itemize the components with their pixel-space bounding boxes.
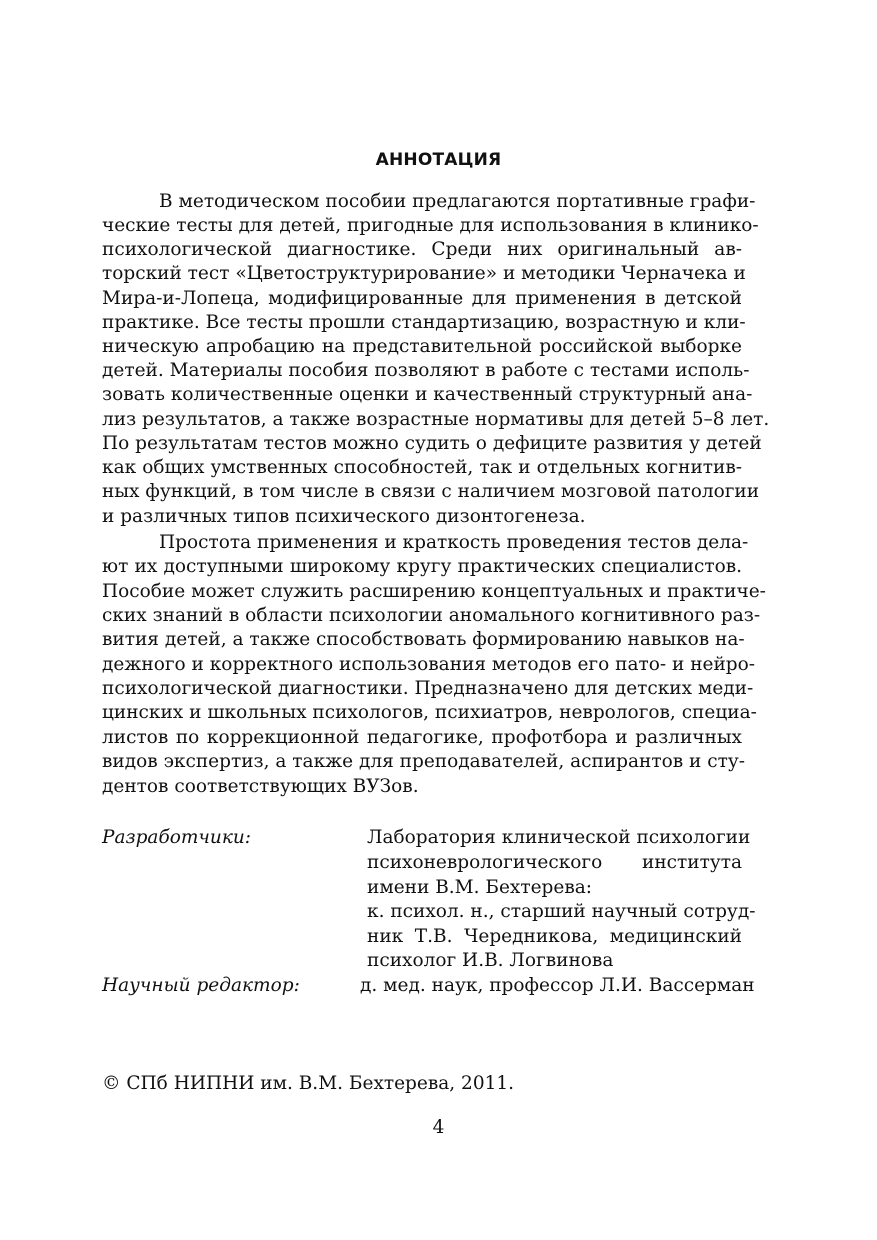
- paragraph-1-line: ных функций, в том числе в связи с наличием мозговой патологии: [102, 481, 760, 502]
- paragraph-2-line: дентов соответствующих ВУЗов.: [102, 776, 419, 797]
- paragraph-1-line: лиз результатов, а также возрастные нормативы для детей 5–8 лет.: [102, 409, 770, 430]
- paragraph-2-line: дежного и корректного использования методов его пато- и нейро-: [102, 654, 756, 675]
- paragraph-1-line: торский тест «Цветоструктурирование» и методики Черначека и: [102, 263, 746, 284]
- paragraph-2-line: психологической диагностики. Предназначено для детских меди-: [102, 678, 754, 699]
- paragraph-1-line: По результатам тестов можно судить о дефиците развития у детей: [102, 433, 762, 454]
- paragraph-2-line: видов экспертиз, а также для преподавателей, аспирантов и сту-: [102, 751, 745, 772]
- editor-label: Научный редактор:: [102, 975, 300, 996]
- editor-value: д. мед. наук, профессор Л.И. Вассерман: [360, 975, 755, 996]
- paragraph-1-line: практике. Все тесты прошли стандартизацию, возрастную и кли-: [102, 312, 746, 333]
- paragraph-2-line: вития детей, а также способствовать формированию навыков на-: [102, 629, 745, 650]
- paragraph-1-line: детей. Материалы пособия позволяют в работе с тестами исполь-: [102, 360, 750, 381]
- paragraph-1-line: и различных типов психического дизонтогенеза.: [102, 506, 586, 527]
- paragraph-1-line: В методическом пособии предлагаются портативные графи-: [159, 191, 756, 212]
- developers-line: к. психол. н., старший научный сотруд-: [367, 901, 756, 922]
- paragraph-1-line: ческие тесты для детей, пригодные для использования в клинико-: [102, 215, 759, 236]
- paragraph-1-line: как общих умственных способностей, так и отдельных когнитив-: [102, 457, 742, 478]
- developers-label: Разработчики:: [102, 827, 252, 848]
- paragraph-1-line: Мира-и-Лопеца, модифицированные для применения в детской: [102, 288, 742, 309]
- paragraph-2-line: ют их доступными широкому кругу практических специалистов.: [102, 556, 742, 577]
- paragraph-2-line: листов по коррекционной педагогике, профотбора и различных: [102, 727, 742, 748]
- paragraph-1-line: зовать количественные оценки и качественный структурный ана-: [102, 384, 753, 405]
- page-number: 4: [432, 1117, 445, 1138]
- paragraph-2-line: Пособие может служить расширению концептуальных и практиче-: [102, 581, 766, 602]
- paragraph-2-line: цинских и школьных психологов, психиатров, неврологов, специа-: [102, 702, 757, 723]
- paragraph-2-line: ских знаний в области психологии аномального когнитивного раз-: [102, 605, 761, 626]
- paragraph-1-line: ническую апробацию на представительной российской выборке: [102, 336, 742, 357]
- paragraph-1-line: психологической диагностике. Среди них оригинальный ав-: [102, 239, 742, 260]
- paragraph-2-line: Простота применения и краткость проведения тестов дела-: [159, 532, 749, 553]
- developers-line: Лаборатория клинической психологии: [367, 827, 751, 848]
- developers-line: психоневрологического института: [367, 852, 742, 873]
- developers-line: имени В.М. Бехтерева:: [367, 877, 593, 898]
- developers-line: психолог И.В. Логвинова: [367, 950, 614, 971]
- copyright-notice: © СПб НИПНИ им. В.М. Бехтерева, 2011.: [102, 1073, 515, 1094]
- developers-line: ник Т.В. Чередникова, медицинский: [367, 926, 742, 947]
- page-title: АННОТАЦИЯ: [375, 150, 502, 170]
